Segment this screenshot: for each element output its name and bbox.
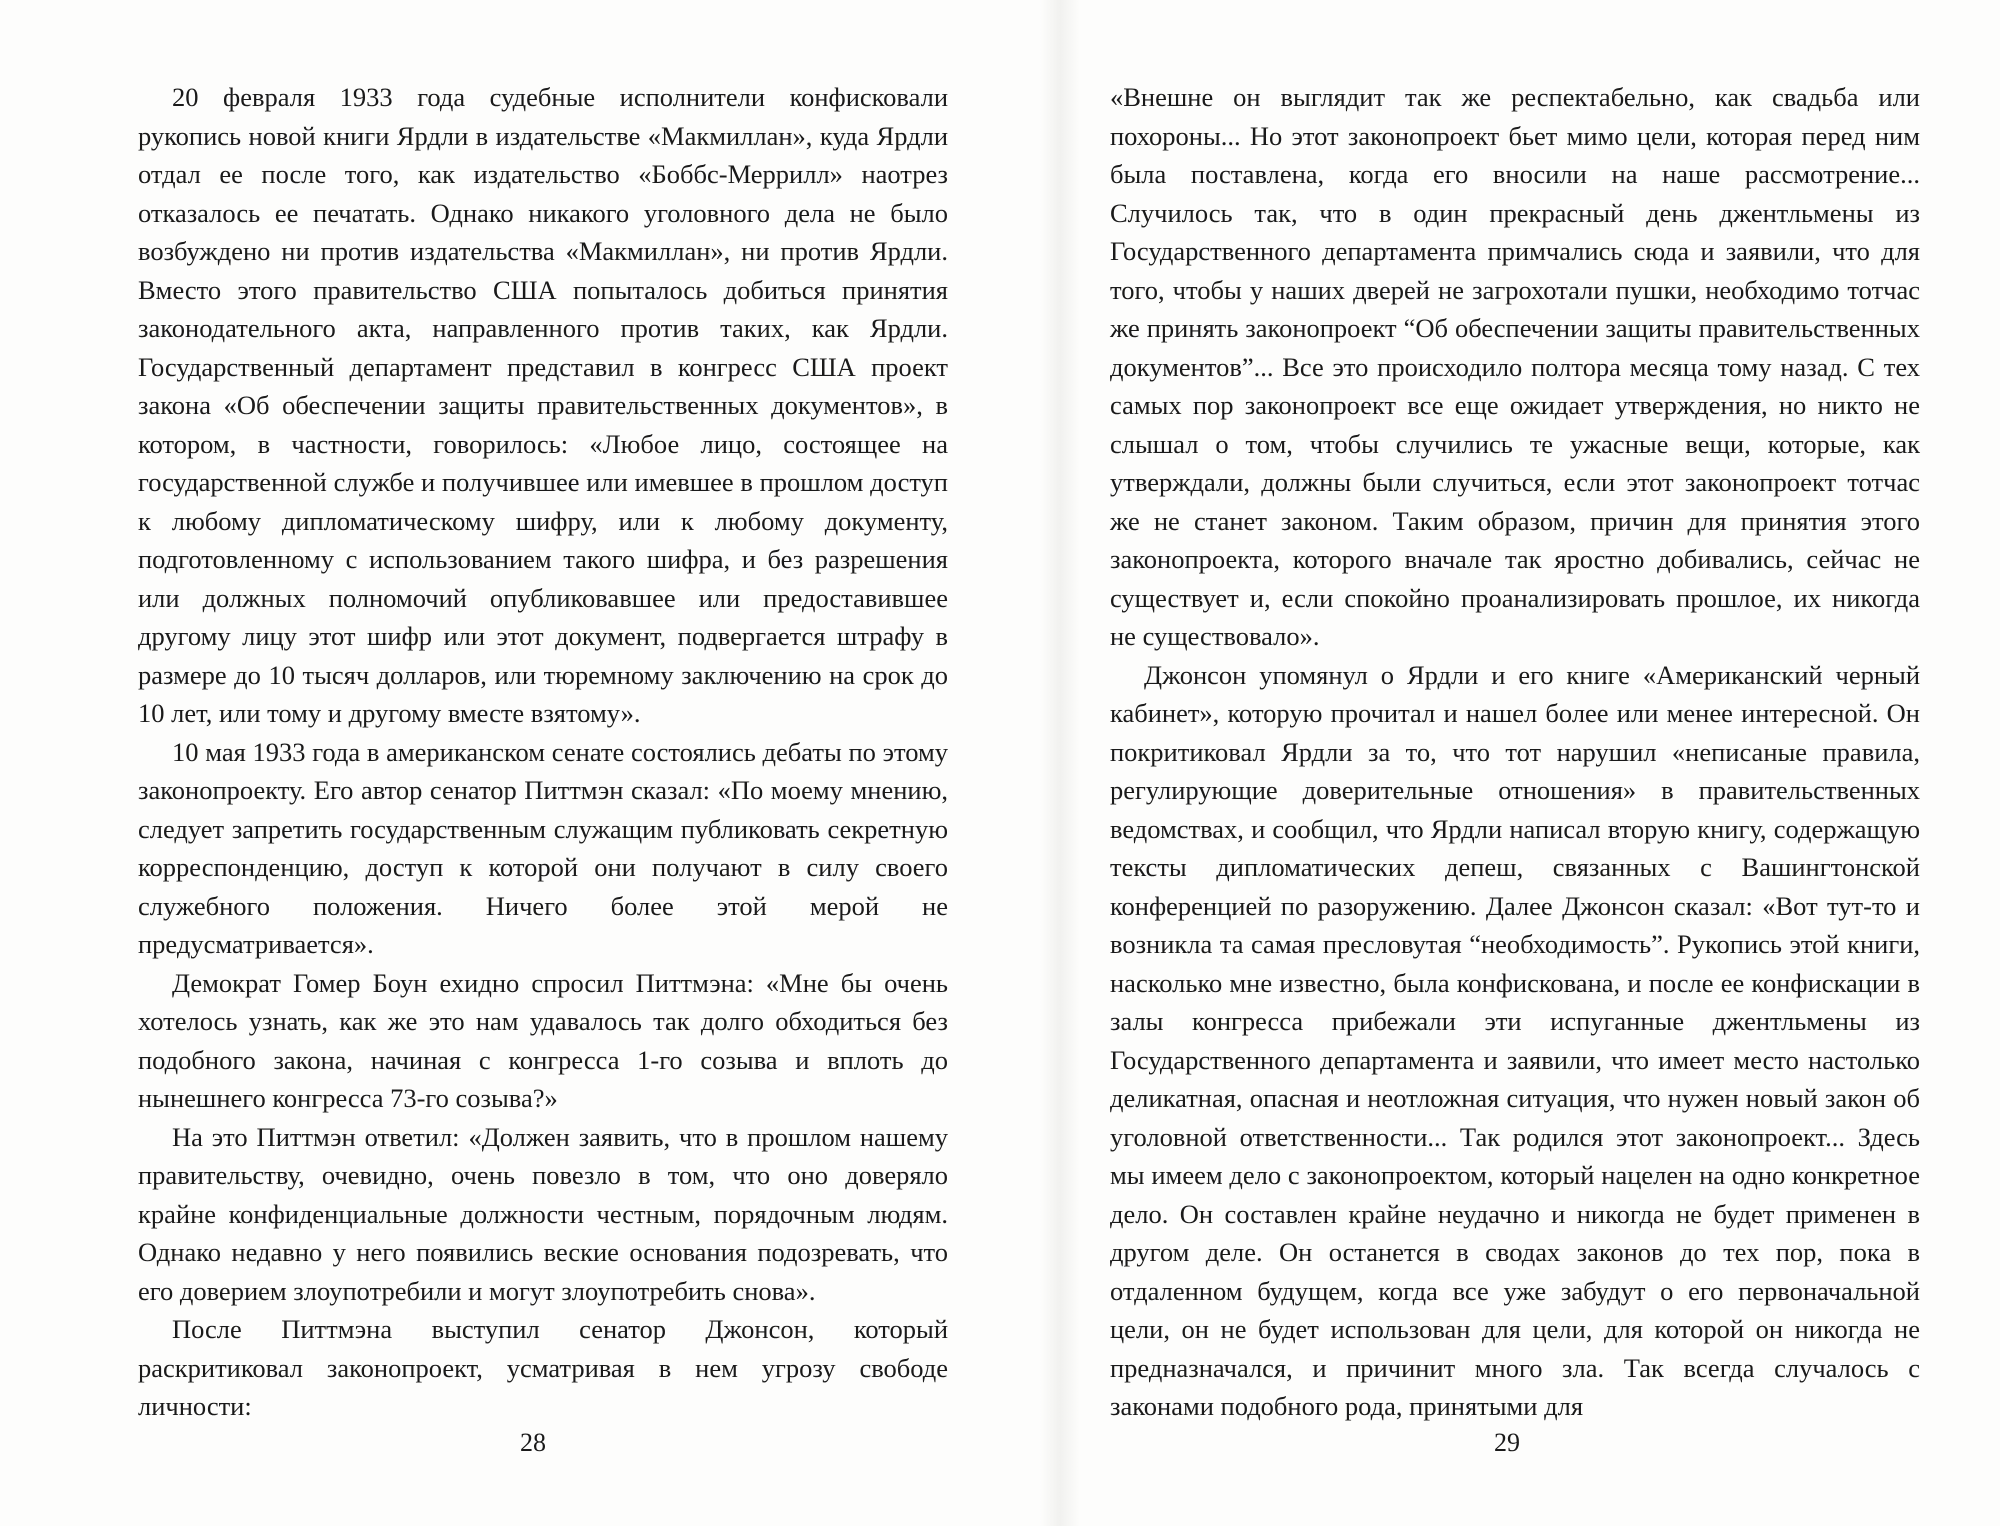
right-page: [1110, 78, 1920, 1426]
left-page: [138, 78, 948, 1426]
left-page-text: [138, 78, 948, 1426]
paragraph: 10 мая 1933 года в американском сенате состоялись дебаты по этому законопроекту. Его автор сенатор Питтмэн сказал: «По моему мнению, следует запретить государственным служащим публиковать секретную корреспонденцию, доступ к которой они получают в силу своего служебного положения. Ничего более этой мерой не предусматривается».: [138, 736, 948, 959]
page-number-left: 28: [520, 1428, 546, 1457]
right-page-text: [1110, 78, 1920, 1426]
paragraph: 20 февраля 1933 года судебные исполнители конфисковали рукопись новой книги Ярдли в издательстве «Макмиллан», куда Ярдли отдал ее после того, как издательство «Боббс-Меррилл» наотрез отказалось ее печатать. Однако никакого уголовного дела не было возбуждено ни против издательства «Макмиллан», ни против Ярдли. Вместо этого правительство США попыталось добиться принятия законодательного акта, направленного против таких, как Ярдли. Государственный департамент представил в конгресс США проект закона «Об обеспечении защиты правительственных документов», в котором, в частности, говорилось: «Любое лицо, состоящее на государственной службе и получившее или имевшее в прошлом доступ к любому дипломатическому шифру, или к любому документу, подготовленному с использованием такого шифра, и без разрешения или должных полномочий опубликовавшее или предоставившее другому лицу этот шифр или этот документ, подвергается штрафу в размере до 10 тысяч долларов, или тюремному заключению на срок до 10 лет, или тому и другому вместе взятому».: [138, 82, 948, 728]
paragraph: «Внешне он выглядит так же респектабельно, как свадьба или похороны... Но этот законопроект бьет мимо цели, которая перед ним была поставлена, когда его вносили на наше рассмотрение... Случилось так, что в один прекрасный день джентльмены из Государственного департамента примчались сюда и заявили, что для того, чтобы у наших дверей не загрохотали пушки, необходимо тотчас же принять законопроект “Об обеспечении защиты правительственных документов”... Все это происходило полтора месяца тому назад. С тех самых пор законопроект все еще ожидает утверждения, но никто не слышал о том, чтобы случились те ужасные вещи, которые, как утверждали, должны были случиться, если этот законопроект тотчас же не станет законом. Таким образом, причин для принятия этого законопроекта, которого вначале так яростно добивались, сейчас не существует и, если спокойно проанализировать прошлое, их никогда не существовало».: [1110, 82, 1920, 651]
book-gutter: [1040, 0, 1080, 1526]
paragraph: На это Питтмэн ответил: «Должен заявить, что в прошлом нашему правительству, очевидно, очень повезло в том, что оно доверяло крайне конфиденциальные должности честным, порядочным людям. Однако недавно у него появились веские основания подозревать, что его доверием злоупотребили и могут злоупотребить снова».: [138, 1121, 948, 1306]
paragraph: Демократ Гомер Боун ехидно спросил Питтмэна: «Мне бы очень хотелось узнать, как же это нам удавалось так долго обходиться без подобного закона, начиная с конгресса 1-го созыва и вплоть до нынешнего конгресса 73-го созыва?»: [138, 967, 948, 1113]
paragraph: Джонсон упомянул о Ярдли и его книге «Американский черный кабинет», которую прочитал и нашел более или менее интересной. Он покритиковал Ярдли за то, что тот нарушил «неписаные правила, регулирующие доверительные отношения» в правительственных ведомствах, и сообщил, что Ярдли написал вторую книгу, содержащую тексты дипломатических депеш, связанных с Вашингтонской конференцией по разоружению. Далее Джонсон сказал: «Вот тут-то и возникла та самая пресловутая “необходимость”. Рукопись этой книги, насколько мне известно, была конфискована, и после ее конфискации в залы конгресса прибежали эти испуганные джентльмены из Государственного департамента и заявили, что имеет место настолько деликатная, опасная и неотложная ситуация, что нужен новый закон об уголовной ответственности... Так родился этот законопроект... Здесь мы имеем дело с законопроектом, который нацелен на одно конкретное дело. Он составлен крайне неудачно и никогда не будет применен в другом деле. Он останется в сводах законов до тех пор, пока в отдаленном будущем, когда все уже забудут о его первоначальной цели, он не будет использован для цели, для которой он никогда не предназначался, и причинит много зла. Так всегда случалось с законами подобного рода, принятыми для: [1110, 659, 1920, 1421]
page-number-right: 29: [1494, 1428, 1520, 1457]
paragraph: После Питтмэна выступил сенатор Джонсон, который раскритиковал законопроект, усматривая в нем угрозу свободе личности:: [138, 1314, 948, 1421]
